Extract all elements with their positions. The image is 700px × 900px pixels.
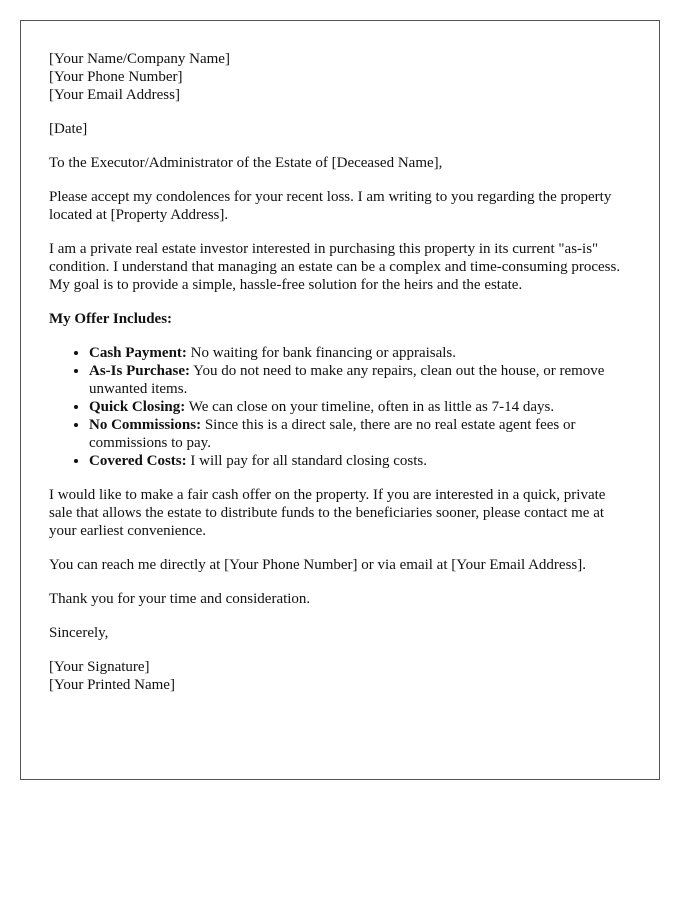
offer-item-text: We can close on your timeline, often in as little as 7-14 days. xyxy=(185,399,555,415)
offer-item-text: I will pay for all standard closing costs. xyxy=(186,453,427,469)
sender-block xyxy=(49,50,631,104)
offer-item-text: You do not need to make any repairs, clean out the house, or remove unwanted items. xyxy=(89,363,605,397)
offer-item-text: Since this is a direct sale, there are no real estate agent fees or commissions to pay. xyxy=(89,417,576,451)
offer-item-term: Covered Costs: xyxy=(89,453,187,469)
sender-email: [Your Email Address] xyxy=(49,87,180,103)
offer-item-covered-costs xyxy=(89,452,631,470)
offer-title: My Offer Includes: xyxy=(49,311,173,327)
offer-item-term: No Commissions: xyxy=(89,417,202,433)
offer-item-as-is-purchase xyxy=(89,362,631,398)
salutation: To the Executor/Administrator of the Estate of [Deceased Name], xyxy=(49,155,443,171)
thanks-paragraph: Thank you for your time and consideration. xyxy=(49,591,311,607)
offer-item-cash-payment xyxy=(89,344,631,362)
offer-item-no-commissions xyxy=(89,416,631,452)
offer-item-quick-closing xyxy=(89,398,631,416)
offer-item-text: No waiting for bank financing or appraisals. xyxy=(186,345,457,361)
signature-block xyxy=(49,658,631,694)
sender-phone: [Your Phone Number] xyxy=(49,69,183,85)
valediction: Sincerely, xyxy=(49,625,109,641)
offer-list xyxy=(49,344,631,470)
contact-paragraph: You can reach me directly at [Your Phone Number] or via email at [Your Email Address]. xyxy=(49,557,586,573)
offer-item-term: Cash Payment: xyxy=(89,345,187,361)
offer-item-term: Quick Closing: xyxy=(89,399,186,415)
signature: [Your Signature] xyxy=(49,659,150,675)
condolence-paragraph: Please accept my condolences for your recent loss. I am writing to you regarding the property located at [Property Address]. xyxy=(49,189,612,223)
intro-paragraph: I am a private real estate investor interested in purchasing this property in its current "as-is" condition. I understand that managing an estate can be a complex and time-consuming process. My goal is to provide a simple, hassle-free solution for the heirs and the estate. xyxy=(49,241,621,293)
printed-name: [Your Printed Name] xyxy=(49,677,175,693)
letter xyxy=(20,20,660,780)
offer-request-paragraph: I would like to make a fair cash offer on the property. If you are interested in a quick, private sale that allows the estate to distribute funds to the beneficiaries sooner, please contact me at your earliest convenience. xyxy=(49,487,606,539)
sender-name: [Your Name/Company Name] xyxy=(49,51,230,67)
offer-item-term: As-Is Purchase: xyxy=(89,363,190,379)
letter-date: [Date] xyxy=(49,121,88,137)
